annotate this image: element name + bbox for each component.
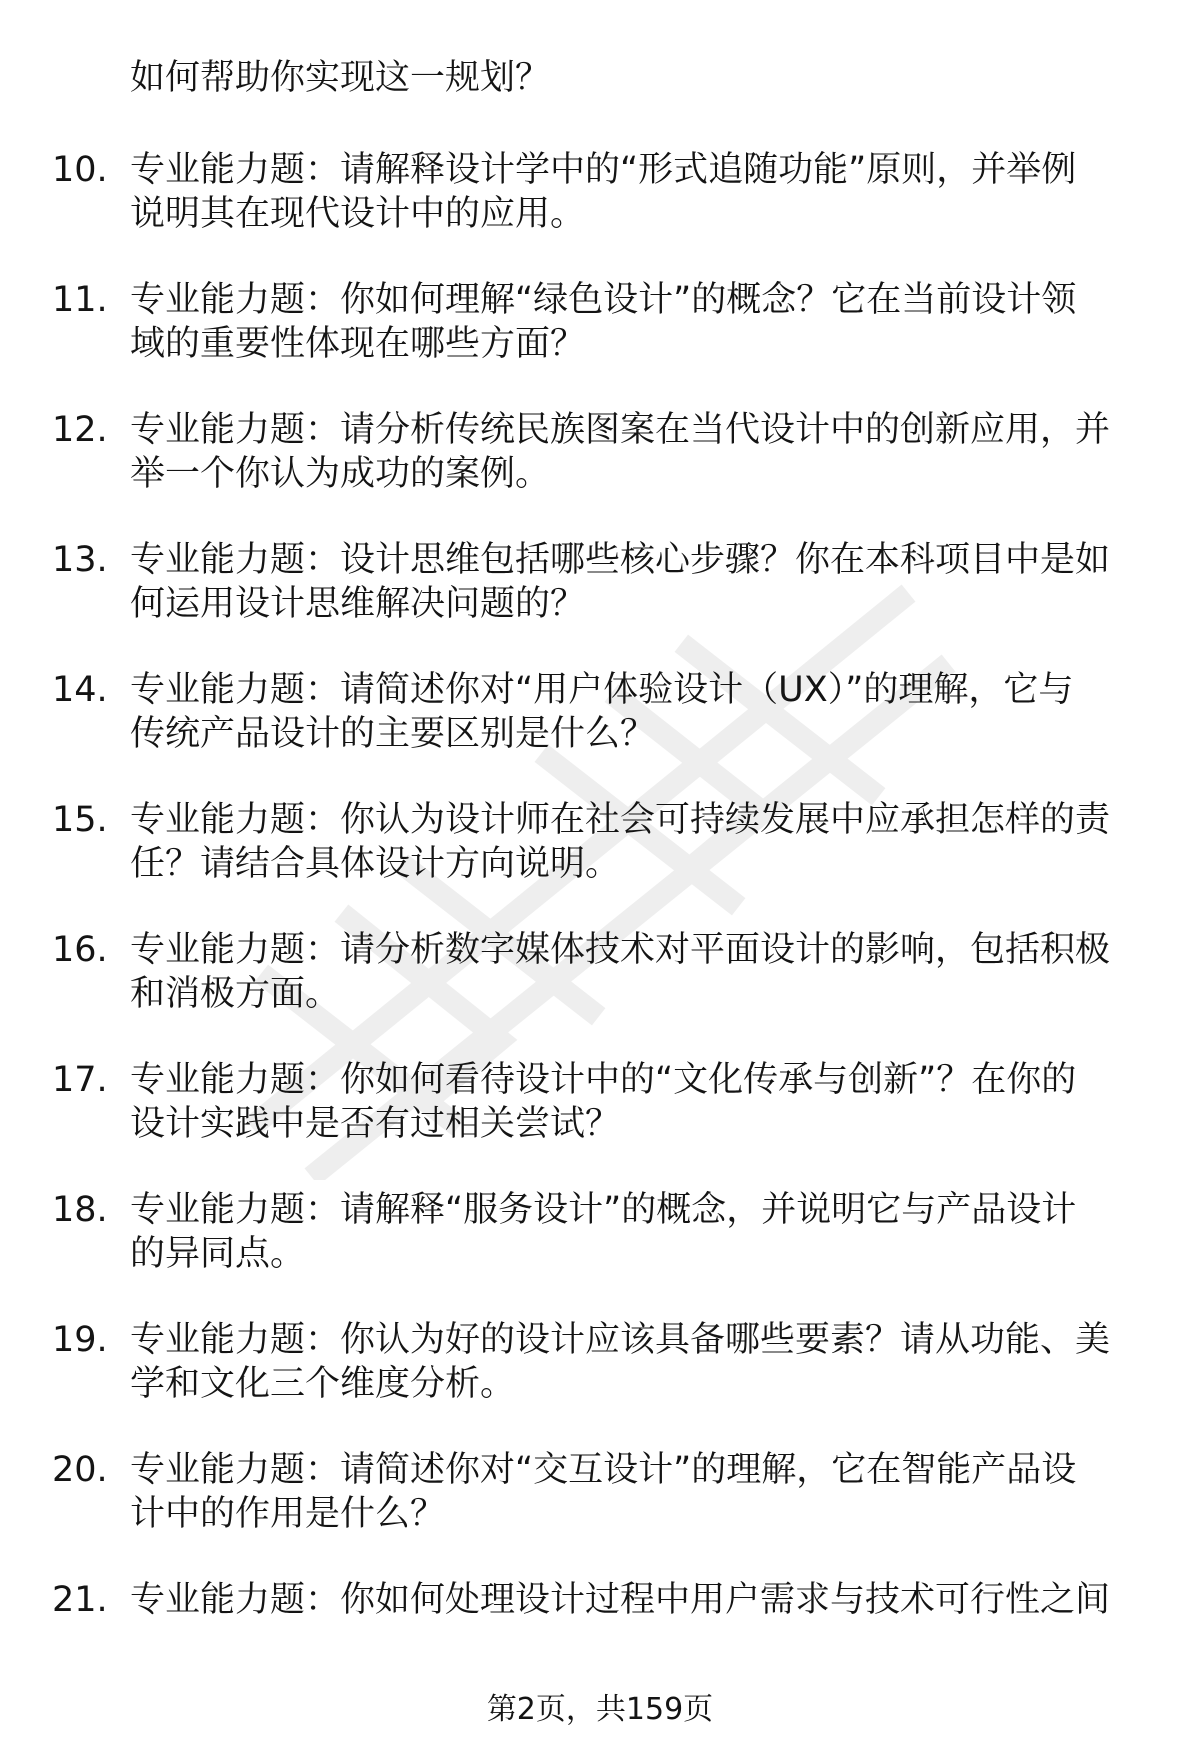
question-item xyxy=(0,408,1200,496)
question-text-line1: 专业能力题：你如何处理设计过程中用户需求与技术可行性之间 xyxy=(130,1580,1111,1620)
question-number: 21. xyxy=(52,1580,108,1620)
question-number: 13. xyxy=(52,540,108,580)
continuation-line: 如何帮助你实现这一规划？ xyxy=(130,58,551,98)
question-text-line2: 何运用设计思维解决问题的？ xyxy=(130,584,586,624)
question-text-line1: 专业能力题：请解释设计学中的“形式追随功能”原则，并举例 xyxy=(130,150,1077,190)
question-text-line2: 的异同点。 xyxy=(130,1234,306,1274)
question-number: 14. xyxy=(52,670,108,710)
question-number: 20. xyxy=(52,1450,108,1490)
question-text-line1: 专业能力题：请解释“服务设计”的概念，并说明它与产品设计 xyxy=(130,1190,1077,1230)
question-number: 11. xyxy=(52,280,108,320)
question-text-line2: 学和文化三个维度分析。 xyxy=(130,1364,516,1404)
question-text-line2: 设计实践中是否有过相关尝试？ xyxy=(130,1104,621,1144)
question-text-line2: 和消极方面。 xyxy=(130,974,341,1014)
question-item xyxy=(0,1448,1200,1536)
question-list xyxy=(0,148,1200,1708)
question-text-line1: 专业能力题：你如何理解“绿色设计”的概念？它在当前设计领 xyxy=(130,280,1077,320)
question-text-line1: 专业能力题：请简述你对“交互设计”的理解，它在智能产品设 xyxy=(130,1450,1077,1490)
question-text-line1: 专业能力题：设计思维包括哪些核心步骤？你在本科项目中是如 xyxy=(130,540,1111,580)
question-number: 19. xyxy=(52,1320,108,1360)
question-text-line1: 专业能力题：请简述你对“用户体验设计（UX）”的理解，它与 xyxy=(130,670,1074,710)
question-item xyxy=(0,278,1200,366)
question-text-line2: 域的重要性体现在哪些方面？ xyxy=(130,324,586,364)
question-text-line2: 任？请结合具体设计方向说明。 xyxy=(130,844,621,884)
question-number: 16. xyxy=(52,930,108,970)
question-number: 17. xyxy=(52,1060,108,1100)
question-text-line1: 专业能力题：你认为设计师在社会可持续发展中应承担怎样的责 xyxy=(130,800,1111,840)
question-item xyxy=(0,1318,1200,1406)
question-text-line1: 专业能力题：请分析传统民族图案在当代设计中的创新应用，并 xyxy=(130,410,1111,450)
question-item xyxy=(0,538,1200,626)
question-text-line1: 专业能力题：你认为好的设计应该具备哪些要素？请从功能、美 xyxy=(130,1320,1111,1360)
question-item xyxy=(0,148,1200,236)
question-text-line1: 专业能力题：你如何看待设计中的“文化传承与创新”？在你的 xyxy=(130,1060,1077,1100)
question-item xyxy=(0,1578,1200,1666)
question-item xyxy=(0,1058,1200,1146)
question-text-line2: 说明其在现代设计中的应用。 xyxy=(130,194,586,234)
question-item xyxy=(0,668,1200,756)
question-text-line2: 传统产品设计的主要区别是什么？ xyxy=(130,714,656,754)
page-footer: 第2页，共159页 xyxy=(486,1692,714,1727)
question-number: 12. xyxy=(52,410,108,450)
question-text-line2: 计中的作用是什么？ xyxy=(130,1494,446,1534)
question-item xyxy=(0,928,1200,1016)
question-number: 15. xyxy=(52,800,108,840)
question-item xyxy=(0,1188,1200,1276)
question-number: 18. xyxy=(52,1190,108,1230)
question-number: 10. xyxy=(52,150,108,190)
question-item xyxy=(0,798,1200,886)
question-text-line2: 举一个你认为成功的案例。 xyxy=(130,454,551,494)
question-text-line1: 专业能力题：请分析数字媒体技术对平面设计的影响，包括积极 xyxy=(130,930,1111,970)
